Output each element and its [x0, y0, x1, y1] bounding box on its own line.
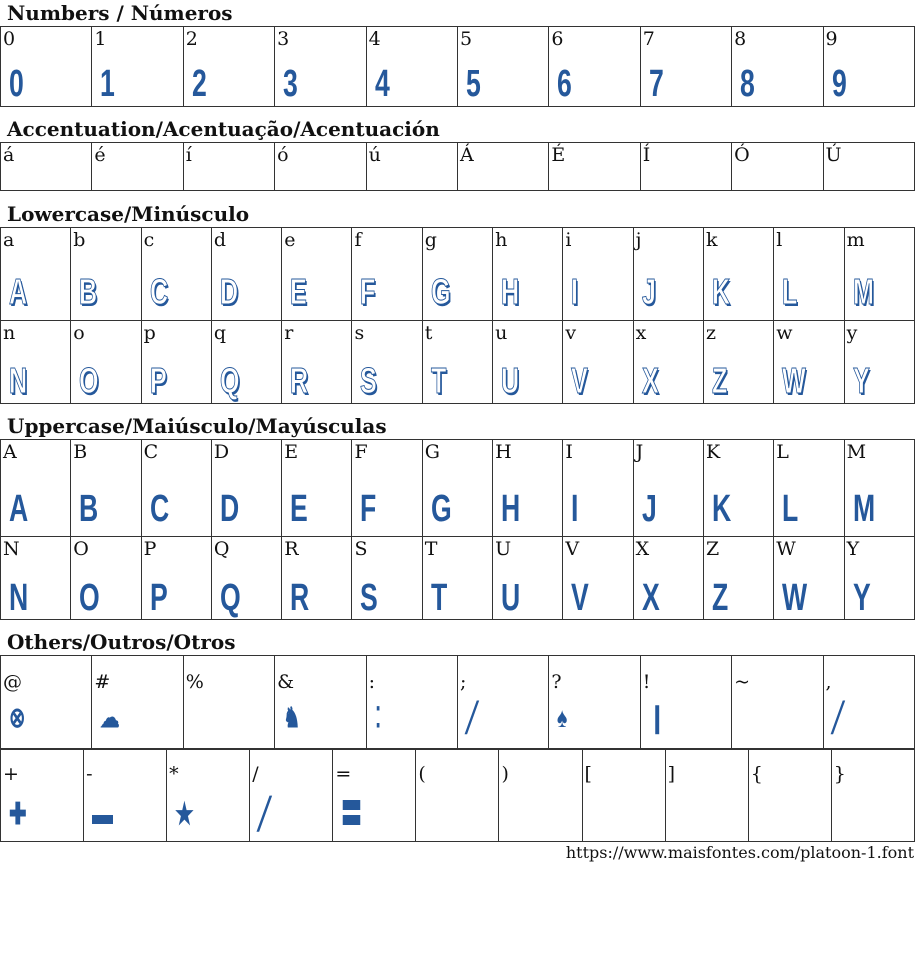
font-glyph-preview: 1	[100, 63, 116, 105]
glyph-cell	[275, 143, 366, 191]
character-label: 4	[368, 28, 381, 50]
glyph-cell	[774, 440, 844, 537]
glyph-cell	[84, 750, 167, 842]
grenade-colon-icon: ⁚	[374, 702, 381, 733]
glyph-cell	[823, 143, 914, 191]
glyph-cell	[703, 228, 773, 321]
character-label: U	[495, 538, 512, 560]
font-glyph-preview: 5	[465, 63, 481, 105]
character-label: j	[635, 229, 642, 251]
character-label: &	[277, 671, 295, 693]
font-glyph-preview: 4	[374, 63, 390, 105]
glyph-cell	[499, 750, 582, 842]
glyph-cell	[275, 27, 366, 107]
glyph-cell	[71, 440, 141, 537]
glyph-cell	[352, 537, 422, 620]
character-label: {	[750, 763, 763, 785]
character-label: %	[185, 671, 204, 693]
character-label: Ó	[734, 144, 750, 166]
font-glyph-preview: D	[219, 488, 240, 530]
font-glyph-preview: Q	[219, 577, 241, 619]
font-glyph-preview: E	[290, 488, 308, 530]
font-glyph-preview: Z	[711, 360, 728, 401]
glyph-cell	[831, 750, 914, 842]
glyph-cell	[703, 537, 773, 620]
font-glyph-preview: G	[430, 488, 452, 530]
glyph-cell	[732, 656, 823, 749]
others-grid-2	[0, 749, 915, 842]
character-label: D	[213, 441, 230, 463]
font-glyph-preview: 0	[9, 63, 24, 105]
character-label: V	[565, 538, 580, 560]
glyph-cell	[141, 440, 211, 537]
character-label: P	[143, 538, 157, 560]
character-label: á	[3, 144, 15, 166]
font-glyph-preview: N	[9, 360, 28, 401]
glyph-cell	[549, 656, 640, 749]
character-label: é	[94, 144, 106, 166]
soldier-figure-icon: ♞	[283, 702, 301, 733]
font-glyph-preview: F	[360, 488, 377, 530]
font-glyph-preview: P	[149, 577, 168, 619]
font-glyph-preview: 6	[557, 63, 573, 105]
character-label: 9	[825, 28, 838, 50]
character-label: 1	[94, 28, 107, 50]
character-label: Y	[846, 538, 860, 560]
glyph-cell	[1, 228, 71, 321]
glyph-cell	[457, 27, 548, 107]
bullet-comma-icon: ╱	[831, 702, 844, 733]
character-label: y	[846, 322, 858, 344]
font-glyph-preview: B	[79, 271, 98, 312]
character-label: í	[185, 144, 192, 166]
glyph-cell	[183, 27, 274, 107]
character-label: u	[495, 322, 508, 344]
glyph-cell	[183, 656, 274, 749]
glyph-cell	[774, 321, 844, 404]
glyph-cell	[422, 440, 492, 537]
character-label: x	[635, 322, 647, 344]
glyph-cell	[366, 143, 457, 191]
font-glyph-preview: O	[79, 360, 99, 401]
character-label: z	[705, 322, 716, 344]
character-label: L	[776, 441, 789, 463]
character-label: Á	[459, 144, 474, 166]
font-glyph-preview: M	[852, 488, 875, 530]
character-label: 3	[277, 28, 290, 50]
glyph-cell	[563, 537, 633, 620]
character-label: ú	[368, 144, 381, 166]
character-label: 6	[551, 28, 564, 50]
character-label: d	[213, 229, 227, 251]
glyph-cell	[774, 228, 844, 321]
character-label: T	[424, 538, 438, 560]
glyph-cell	[141, 321, 211, 404]
glyph-cell	[211, 537, 281, 620]
character-label: s	[354, 322, 365, 344]
glyph-cell	[844, 440, 914, 537]
font-glyph-preview: H	[501, 488, 521, 530]
font-glyph-preview: T	[430, 360, 447, 401]
font-glyph-preview: Q	[219, 360, 240, 401]
character-label: 8	[734, 28, 747, 50]
font-glyph-preview: W	[782, 577, 808, 619]
font-glyph-preview: 9	[831, 63, 847, 105]
glyph-cell	[844, 537, 914, 620]
character-label: Í	[642, 144, 651, 166]
font-glyph-preview: Y	[852, 360, 870, 401]
character-label: g	[424, 229, 437, 251]
font-glyph-preview: X	[641, 360, 659, 401]
glyph-cell	[549, 143, 640, 191]
character-label: n	[3, 322, 16, 344]
glyph-cell	[275, 656, 366, 749]
character-label: Z	[705, 538, 720, 560]
character-label: @	[3, 671, 22, 693]
font-glyph-preview: F	[360, 271, 376, 312]
glyph-cell	[92, 656, 183, 749]
glyph-cell	[366, 656, 457, 749]
glyph-cell	[352, 321, 422, 404]
glyph-cell	[563, 440, 633, 537]
character-label: a	[3, 229, 15, 251]
character-label: e	[284, 229, 296, 251]
character-label: t	[424, 322, 433, 344]
glyph-cell	[92, 143, 183, 191]
font-glyph-preview: H	[501, 271, 520, 312]
glyph-cell	[422, 321, 492, 404]
glyph-cell	[640, 656, 731, 749]
character-label: q	[213, 322, 227, 344]
character-label: o	[73, 322, 85, 344]
font-glyph-preview: E	[290, 271, 307, 312]
glyph-cell	[633, 321, 703, 404]
font-glyph-preview: I	[571, 488, 579, 530]
font-glyph-preview: V	[571, 360, 589, 401]
font-glyph-preview: S	[360, 360, 378, 401]
glyph-cell	[732, 143, 823, 191]
glyph-cell	[563, 228, 633, 321]
glyph-cell	[457, 656, 548, 749]
character-label: 7	[642, 28, 655, 50]
font-glyph-preview: 8	[740, 63, 755, 105]
glyph-cell	[282, 321, 352, 404]
glyph-cell	[633, 228, 703, 321]
glyph-cell	[416, 750, 499, 842]
glyph-cell	[493, 537, 563, 620]
character-label: Ú	[825, 144, 842, 166]
font-glyph-preview: O	[79, 577, 100, 619]
character-label: C	[143, 441, 159, 463]
glyph-cell	[823, 656, 914, 749]
plus-icon: ✚	[9, 798, 27, 831]
character-label: G	[424, 441, 440, 463]
character-label: r	[284, 322, 294, 344]
glyph-cell	[282, 228, 352, 321]
character-label: ~	[734, 671, 751, 693]
section-title-accents: Accentuation/Acentuação/Acentuación	[7, 117, 440, 141]
glyph-cell	[422, 228, 492, 321]
character-label: -	[86, 763, 93, 785]
character-label: K	[705, 441, 721, 463]
character-label: v	[565, 322, 577, 344]
section-title-uppercase: Uppercase/Maiúsculo/Mayúsculas	[7, 414, 387, 438]
glyph-cell	[493, 440, 563, 537]
character-label: h	[495, 229, 508, 251]
glyph-cell	[665, 750, 748, 842]
character-label: W	[776, 538, 796, 560]
glyph-cell	[141, 537, 211, 620]
glyph-cell	[748, 750, 831, 842]
glyph-cell	[493, 228, 563, 321]
glyph-cell	[563, 321, 633, 404]
character-label: I	[565, 441, 573, 463]
glyph-cell	[366, 27, 457, 107]
font-glyph-preview: C	[149, 488, 169, 530]
font-glyph-preview: D	[219, 271, 239, 312]
character-label: Q	[213, 538, 230, 560]
spade-emblem-icon: ♠	[557, 702, 568, 733]
glyph-cell	[549, 27, 640, 107]
character-label: w	[776, 322, 793, 344]
character-label: :	[368, 671, 375, 693]
font-glyph-preview: W	[782, 360, 807, 401]
font-glyph-preview: A	[9, 488, 29, 530]
font-glyph-preview: L	[782, 271, 798, 312]
glyph-cell	[582, 750, 665, 842]
font-glyph-preview: T	[430, 577, 448, 619]
font-glyph-preview: J	[641, 271, 656, 312]
glyph-cell	[71, 321, 141, 404]
character-label: 5	[459, 28, 473, 50]
font-glyph-preview: Z	[711, 577, 729, 619]
font-glyph-preview: R	[290, 360, 309, 401]
source-url[interactable]: https://www.maisfontes.com/platoon-1.font	[565, 843, 914, 862]
character-label: k	[705, 229, 718, 251]
bullet-semicolon-icon: ╱	[465, 702, 478, 733]
glyph-cell	[141, 228, 211, 321]
font-glyph-preview: G	[430, 271, 451, 312]
helmet-icon: ☁	[100, 702, 120, 733]
character-label: l	[776, 229, 783, 251]
glyph-cell	[71, 537, 141, 620]
character-label: [	[584, 763, 592, 785]
section-title-others: Others/Outros/Otros	[7, 630, 236, 654]
character-label: =	[335, 763, 352, 785]
glyph-cell	[1, 750, 84, 842]
character-label: }	[833, 763, 846, 785]
others-grid-1	[0, 655, 915, 749]
font-glyph-preview: C	[149, 271, 168, 312]
glyph-cell	[844, 321, 914, 404]
character-label: É	[551, 144, 566, 166]
character-label: b	[73, 229, 86, 251]
glyph-cell	[1, 143, 92, 191]
glyph-cell	[167, 750, 250, 842]
character-label: i	[565, 229, 572, 251]
character-label: !	[642, 671, 651, 693]
glyph-cell	[732, 27, 823, 107]
glyph-cell	[1, 656, 92, 749]
no-sign-icon: ⊗	[9, 702, 26, 733]
glyph-cell	[92, 27, 183, 107]
glyph-cell	[640, 143, 731, 191]
glyph-cell	[774, 537, 844, 620]
character-label: E	[284, 441, 299, 463]
character-label: O	[73, 538, 89, 560]
character-label: ,	[825, 671, 832, 693]
character-label: ó	[277, 144, 289, 166]
character-label: R	[284, 538, 299, 560]
font-glyph-preview: M	[852, 271, 874, 312]
character-label: c	[143, 229, 155, 251]
glyph-cell	[211, 321, 281, 404]
font-glyph-preview: L	[782, 488, 799, 530]
font-glyph-preview: K	[711, 488, 732, 530]
glyph-cell	[250, 750, 333, 842]
glyph-cell	[1, 321, 71, 404]
font-glyph-preview: 3	[283, 63, 298, 105]
character-label: B	[73, 441, 88, 463]
glyph-cell	[71, 228, 141, 321]
character-label: /	[252, 763, 259, 785]
glyph-cell	[211, 440, 281, 537]
font-glyph-preview: P	[149, 360, 167, 401]
font-glyph-preview: I	[571, 271, 579, 312]
glyph-cell	[640, 27, 731, 107]
character-label: 0	[3, 28, 16, 50]
font-glyph-preview: U	[501, 577, 521, 619]
character-label: N	[3, 538, 20, 560]
glyph-cell	[333, 750, 416, 842]
character-label: #	[94, 671, 111, 693]
character-label: S	[354, 538, 368, 560]
glyph-cell	[1, 440, 71, 537]
bullet-slash-icon: ╱	[258, 798, 271, 831]
character-label: F	[354, 441, 368, 463]
font-glyph-preview: 2	[191, 63, 207, 105]
glyph-cell	[457, 143, 548, 191]
font-glyph-preview: U	[501, 360, 520, 401]
font-glyph-preview: N	[9, 577, 29, 619]
character-label: H	[495, 441, 512, 463]
glyph-cell	[823, 27, 914, 107]
character-label: ]	[667, 763, 676, 785]
font-glyph-preview: Y	[852, 577, 871, 619]
accents-grid	[0, 142, 915, 191]
glyph-cell	[703, 440, 773, 537]
numbers-grid	[0, 26, 915, 107]
character-label: X	[635, 538, 650, 560]
glyph-cell	[703, 321, 773, 404]
star-icon: ★	[175, 798, 194, 831]
glyph-cell	[352, 440, 422, 537]
character-label: M	[846, 441, 867, 463]
character-label: A	[3, 441, 17, 463]
character-label: p	[143, 322, 156, 344]
glyph-cell	[493, 321, 563, 404]
font-glyph-preview: S	[360, 577, 379, 619]
font-glyph-preview: B	[79, 488, 99, 530]
glyph-cell	[183, 143, 274, 191]
font-glyph-preview: X	[641, 577, 660, 619]
font-glyph-preview: R	[290, 577, 310, 619]
glyph-cell	[1, 27, 92, 107]
equals-icon: 〓	[341, 798, 363, 831]
character-label: ;	[459, 671, 467, 693]
character-label: )	[501, 763, 509, 785]
glyph-cell	[352, 228, 422, 321]
font-glyph-preview: A	[9, 271, 28, 312]
character-label: ?	[551, 671, 562, 693]
glyph-cell	[282, 537, 352, 620]
lowercase-grid	[0, 227, 915, 404]
glyph-cell	[633, 440, 703, 537]
glyph-cell	[282, 440, 352, 537]
minus-icon: ▬	[92, 798, 114, 831]
font-glyph-preview: J	[641, 488, 657, 530]
character-label: f	[354, 229, 362, 251]
glyph-cell	[844, 228, 914, 321]
glyph-cell	[1, 537, 71, 620]
character-label: 2	[185, 28, 198, 50]
character-label: *	[169, 763, 179, 785]
glyph-cell	[633, 537, 703, 620]
uppercase-grid	[0, 439, 915, 620]
font-glyph-preview: V	[571, 577, 590, 619]
exclamation-bar-icon: ❙	[648, 702, 666, 733]
glyph-cell	[211, 228, 281, 321]
font-glyph-preview: 7	[648, 63, 664, 105]
character-label: J	[635, 441, 644, 463]
character-label: m	[846, 229, 865, 251]
section-title-numbers: Numbers / Números	[7, 1, 233, 25]
glyph-cell	[422, 537, 492, 620]
character-label: (	[418, 763, 426, 785]
font-glyph-preview: K	[711, 271, 731, 312]
section-title-lowercase: Lowercase/Minúsculo	[7, 202, 250, 226]
character-label: +	[3, 763, 19, 785]
